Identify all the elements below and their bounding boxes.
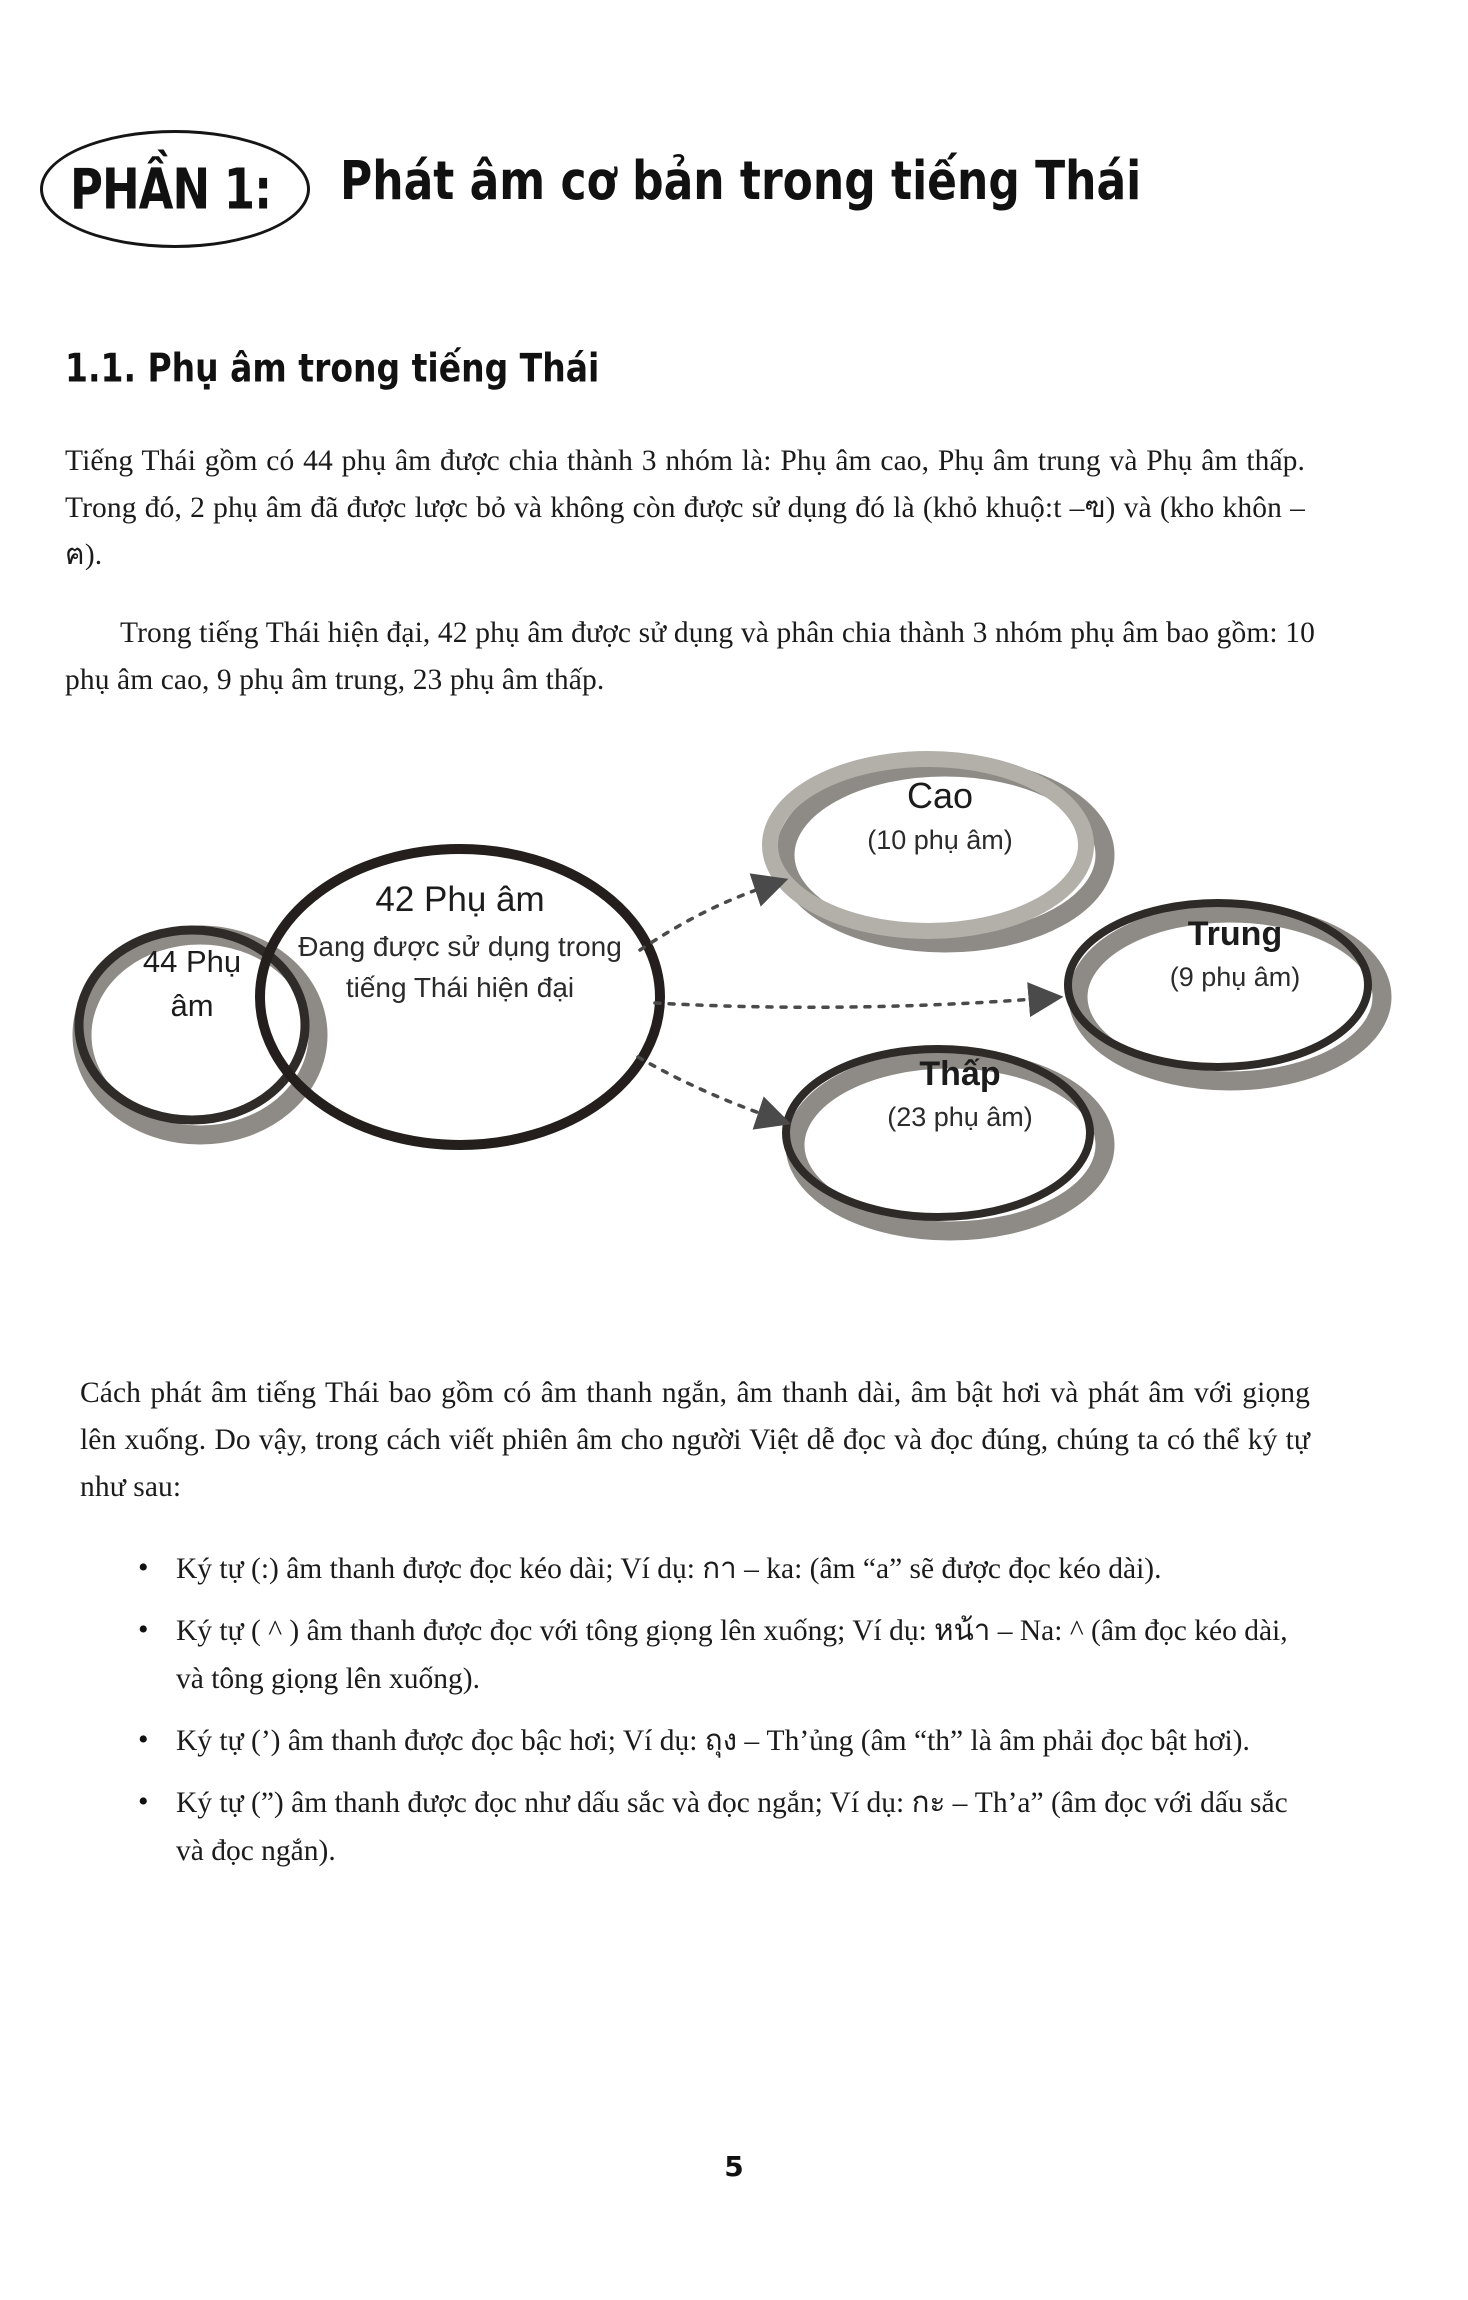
diagram-node-cao-sub: (10 phụ âm) [867,825,1013,855]
arrow-to-trung [655,997,1060,1007]
diagram-node-42-title: 42 Phụ âm [375,880,545,919]
list-item: • Ký tự (:) âm thanh được đọc kéo dài; Ví dụ: กา – ka: (âm “a” sẽ được đọc kéo dài). [130,1545,1315,1593]
paragraph-pronunciation: Cách phát âm tiếng Thái bao gồm có âm thanh ngắn, âm thanh dài, âm bật hơi và phát âm với giọng lên xuống. Do vậy, trong cách viết phiên âm cho người Việt dễ đọc và đọc đúng, chúng ta có thể ký tự như sau: [80,1377,1310,1503]
diagram-svg [40,735,1440,1355]
part-header [40,130,1140,250]
paragraph-modern: Trong tiếng Thái hiện đại, 42 phụ âm được sử dụng và phân chia thành 3 nhóm phụ âm bao gồm: 10 phụ âm cao, 9 phụ âm trung, 23 phụ âm thấp. [65,617,1315,696]
arrow-to-thap [638,1057,788,1123]
list-item: • Ký tự (’) âm thanh được đọc bậc hơi; Ví dụ: ถุง – Th’ủng (âm “th” là âm phải đọc bật hơi). [130,1717,1315,1765]
diagram-node-trung [1075,915,1395,993]
diagram-node-44-title2: âm [170,988,214,1023]
diagram-node-cao [780,775,1100,856]
list-item: • Ký tự ( ^ ) âm thanh được đọc với tông giọng lên xuống; Ví dụ: หน้า – Na: ^ (âm đọc kéo dài, và tông giọng lên xuống). [130,1607,1315,1703]
page-number: 5 [724,2150,744,2183]
diagram-node-42-sub: Đang được sử dụng trong tiếng Thái hiện đại [298,931,622,1003]
diagram-node-44-title: 44 Phụ [142,944,242,979]
arrow-to-cao [640,880,785,950]
diagram-node-trung-sub: (9 phụ âm) [1169,962,1301,992]
paragraph-intro: Tiếng Thái gồm có 44 phụ âm được chia thành 3 nhóm là: Phụ âm cao, Phụ âm trung và Phụ âm thấp. Trong đó, 2 phụ âm đã được lược bỏ và không còn được sử dụng đó là (khỏ khuộ:t –ฃ) và (kho khôn –ฅ). [65,445,1305,571]
diagram-node-42 [295,880,625,1008]
notation-list [130,1545,1315,1889]
consonant-groups-diagram [40,735,1440,1355]
diagram-node-thap-title: Thấp [919,1055,1001,1093]
diagram-node-thap-sub: (23 phụ âm) [887,1102,1033,1132]
diagram-node-trung-title: Trung [1187,915,1283,953]
diagram-node-thap [800,1055,1120,1133]
diagram-node-cao-title: Cao [906,775,974,816]
section-heading: 1.1. Phụ âm trong tiếng Thái [65,345,600,392]
diagram-node-44 [82,940,302,1028]
part-badge-label: PHẦN 1: [70,156,272,223]
page-title: Phát âm cơ bản trong tiếng Thái [340,150,1142,213]
list-item: • Ký tự (”) âm thanh được đọc như dấu sắc và đọc ngắn; Ví dụ: กะ – Th’a” (âm đọc với dấu sắc và đọc ngắn). [130,1779,1315,1875]
